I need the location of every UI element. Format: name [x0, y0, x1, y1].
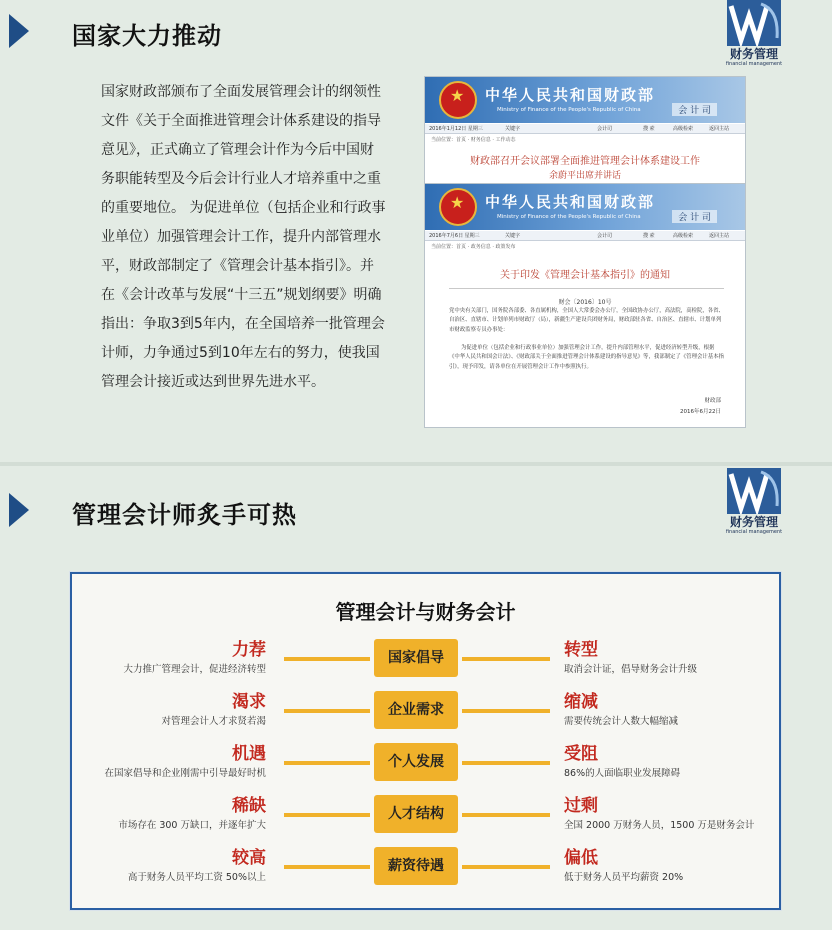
national-emblem-icon	[439, 81, 477, 119]
connector-left	[284, 709, 370, 713]
notice-subtitle: 余蔚平出席并讲话	[548, 171, 621, 181]
management-accounting-desc: 在国家倡导和企业刚需中引导最好时机	[104, 768, 266, 779]
connector-right	[462, 865, 550, 869]
breadcrumb: 当前位置：首页 · 财务信息 · 工作动态	[431, 137, 516, 143]
notice-addressees: 党中央有关部门，国务院各部委、各直属机构，全国人大常委会办公厅，全国政协办公厅，高法院，高检院，各省、自治区、直辖市、计划单列市财政厅（局），新疆生产建设兵团财务局，财政部驻各省、自治区、直辖市、计划单列市财政监察专员办事处：	[449, 308, 724, 333]
management-accounting-key: 稀缺	[232, 796, 266, 816]
section-heading: 国家大力推动	[72, 22, 222, 50]
financial-accounting-key: 受阻	[564, 744, 598, 764]
dimension-label: 企业需求	[374, 691, 458, 729]
financial-accounting-key: 缩减	[564, 692, 598, 712]
ministry-name-cn: 中华人民共和国财政部	[485, 86, 656, 104]
intro-paragraph: 国家财政部颁布了全面发展管理会计的纲领性文件《关于全面推进管理会计体系建设的指导意见》，正式确立了管理会计作为今后中国财务职能转型及今后会计行业人才培养重中之重的重要地位。 为促进单位（包括企业和行政事业单位）加强管理会计工作，提升内部管理水平，财政部制定了《管理会计基本指引》。并在《会计改革与发展“十三五”规划纲要》明确指出：争取3到5年内，在全国培养一批管理会计师，力争通过5到10年左右的努力，使我国管理会计接近或达到世界先进水平。	[101, 84, 386, 390]
financial-accounting-key: 过剩	[564, 796, 598, 816]
management-accounting-desc: 市场存在 300 万缺口，并逐年扩大	[118, 820, 266, 831]
ministry-name-en: Ministry of Finance of the People's Republic of China	[497, 107, 641, 113]
section-arrow-icon	[9, 493, 29, 527]
logo-w-icon	[727, 468, 781, 514]
connector-left	[284, 761, 370, 765]
financial-accounting-desc: 取消会计证，倡导财务会计升级	[564, 664, 698, 675]
connector-left	[284, 657, 370, 661]
ministry-name-cn: 中华人民共和国财政部	[485, 193, 656, 211]
national-emblem-icon	[439, 188, 477, 226]
section-heading: 管理会计师炙手可热	[72, 501, 297, 529]
financial-accounting-key: 转型	[564, 640, 598, 660]
financial-accounting-desc: 低于财务人员平均薪资 20%	[564, 872, 684, 883]
site-toolbar	[425, 231, 745, 241]
ministry-name-en: Ministry of Finance of the People's Republic of China	[497, 214, 641, 220]
financial-accounting-desc: 需要传统会计人数大幅缩减	[564, 716, 679, 727]
toolbar-home-link[interactable]: 返回主站	[709, 233, 730, 239]
document-number: 财会〔2016〕10号	[558, 299, 612, 306]
comparison-row	[72, 791, 779, 843]
connector-left	[284, 813, 370, 817]
logo-name-en: financial management	[725, 61, 783, 67]
comparison-title: 管理会计与财务会计	[335, 600, 516, 624]
connector-right	[462, 709, 550, 713]
notice-date: 2016年6月22日	[680, 409, 721, 415]
ministry-banner	[425, 77, 745, 123]
section-arrow-icon	[9, 14, 29, 48]
comparison-card	[70, 572, 781, 910]
ministry-notice-screenshot	[424, 76, 746, 186]
financial-accounting-desc: 全国 2000 万财务人员，1500 万是财务会计	[564, 820, 755, 831]
connector-left	[284, 865, 370, 869]
toolbar-date: 2016年1月12日 星期三	[429, 126, 483, 132]
notice-signer: 财政部	[704, 398, 721, 404]
management-accounting-key: 较高	[232, 848, 266, 868]
management-accounting-desc: 对管理会计人才求贤若渴	[161, 716, 266, 727]
dimension-label: 薪资待遇	[374, 847, 458, 885]
logo-name-cn: 财务管理	[729, 515, 778, 529]
toolbar-advanced-search[interactable]: 高级检索	[673, 233, 694, 239]
toolbar-advanced-search[interactable]: 高级检索	[673, 126, 694, 132]
comparison-row	[72, 687, 779, 739]
dimension-label: 人才结构	[374, 795, 458, 833]
financial-accounting-desc: 86%的人面临职业发展障碍	[564, 768, 681, 779]
toolbar-date: 2016年7月6日 星期三	[429, 233, 480, 239]
management-accounting-desc: 大力推广管理会计，促进经济转型	[123, 664, 266, 675]
toolbar-home-link[interactable]: 返回主站	[709, 126, 730, 132]
ministry-banner	[425, 184, 745, 230]
title-divider	[449, 288, 724, 289]
dimension-label: 国家倡导	[374, 639, 458, 677]
brand-logo	[724, 468, 784, 538]
management-accounting-key: 渴求	[232, 692, 266, 712]
site-toolbar	[425, 124, 745, 134]
logo-w-icon	[727, 0, 781, 46]
toolbar-search-button[interactable]: 搜 索	[643, 233, 655, 239]
management-accounting-desc: 高于财务人员平均工资 50%以上	[127, 872, 266, 883]
toolbar-keyword-field[interactable]: 关键字	[505, 126, 521, 132]
notice-title: 关于印发《管理会计基本指引》的通知	[500, 270, 670, 281]
logo-name-en: financial management	[725, 529, 783, 535]
logo-name-cn: 财务管理	[729, 47, 778, 61]
notice-title: 财政部召开会议部署全面推进管理会计体系建设工作	[470, 156, 700, 167]
management-accounting-key: 机遇	[232, 744, 266, 764]
dimension-label: 个人发展	[374, 743, 458, 781]
notice-body: 为促进单位（包括企业和行政事业单位）加强管理会计工作，提升内部管理水平，促进经济转型升级，根据《中华人民共和国会计法》、《财政部关于全面推进管理会计体系建设的指导意见》等，我部制定了《管理会计基本指引》，现予印发，请各单位在开展管理会计工作中参照执行。	[449, 345, 724, 370]
brand-logo	[724, 0, 784, 70]
toolbar-keyword-field[interactable]: 关键字	[505, 233, 521, 239]
comparison-row	[72, 739, 779, 791]
toolbar-scope-select[interactable]: 会计司	[597, 233, 613, 239]
guideline-notice-screenshot	[424, 183, 746, 428]
connector-right	[462, 761, 550, 765]
connector-right	[462, 657, 550, 661]
toolbar-search-button[interactable]: 搜 索	[643, 126, 655, 132]
department-label: 会 计 司	[672, 210, 717, 223]
management-accounting-key: 力荐	[232, 640, 266, 660]
department-label: 会 计 司	[672, 103, 717, 116]
breadcrumb: 当前位置：首页 · 政务信息 · 政策发布	[431, 244, 516, 250]
section-national-push	[0, 0, 832, 462]
connector-right	[462, 813, 550, 817]
comparison-row	[72, 843, 779, 895]
toolbar-scope-select[interactable]: 会计司	[597, 126, 613, 132]
financial-accounting-key: 偏低	[564, 848, 598, 868]
comparison-row	[72, 635, 779, 687]
